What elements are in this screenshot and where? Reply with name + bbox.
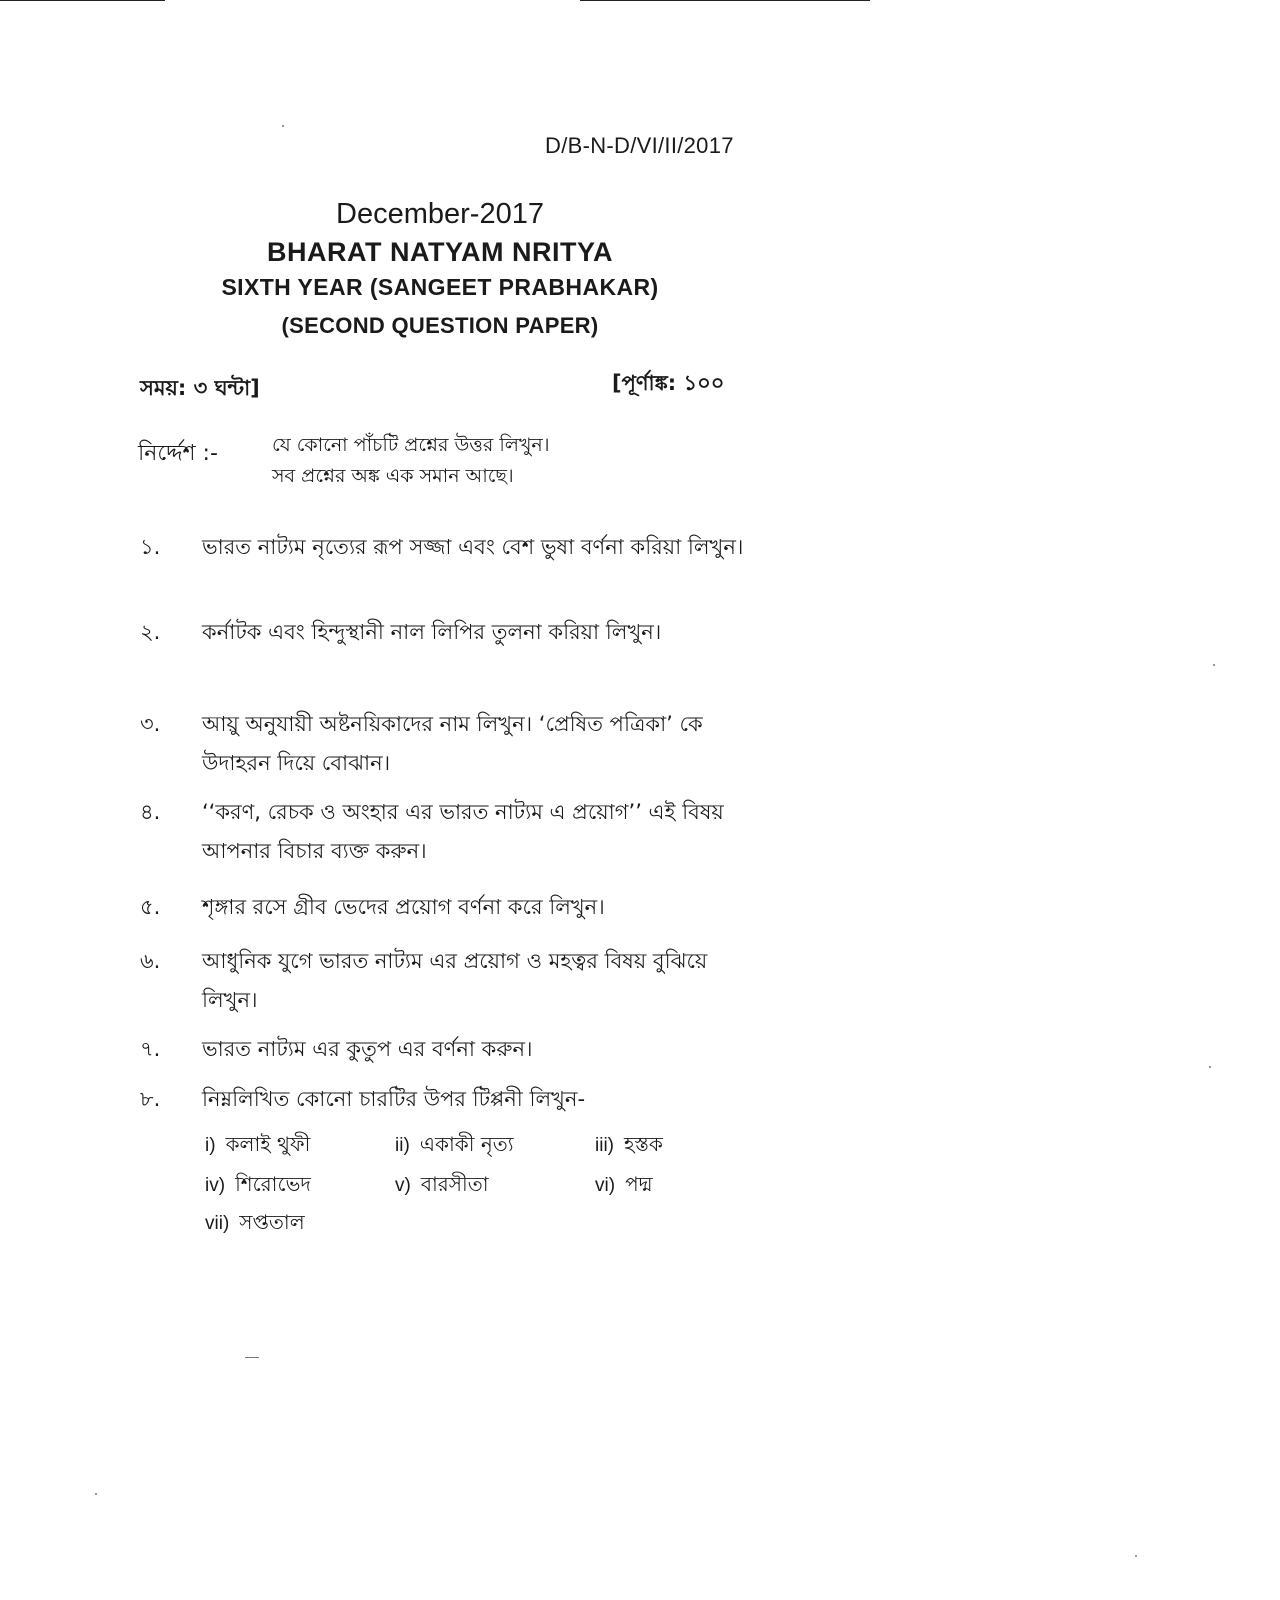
scan-speck [95, 1493, 97, 1495]
question-1 [140, 528, 760, 567]
question-number: ৩. [140, 712, 161, 736]
note-text: হস্তক [624, 1132, 663, 1156]
full-marks: [পূর্ণাঙ্ক: ১০০ [612, 371, 725, 395]
note-item [595, 1170, 653, 1203]
question-number: ৬. [140, 949, 161, 973]
question-number: ৭. [140, 1037, 161, 1061]
note-item [205, 1208, 305, 1241]
question-number: ৪. [140, 800, 161, 824]
question-text: আয়ু অনুযায়ী অষ্টনয়িকাদের নাম লিখুন। ‘প্রেষিত পত্রিকা’ কে উদাহরন দিয়ে বোঝান। [202, 712, 703, 775]
question-text: নিম্নলিখিত কোনো চারটির উপর টিপ্পনী লিখুন- [202, 1087, 586, 1111]
instruction-line: সব প্রশ্নের অঙ্ক এক সমান আছে। [272, 465, 514, 487]
question-number: ২. [140, 620, 161, 644]
paper-number: (SECOND QUESTION PAPER) [281, 313, 599, 338]
question-text: ‘‘করণ, রেচক ও অংহার এর ভারত নাট্যম এ প্রয়োগ’’ এই বিষয় আপনার বিচার ব্যক্ত করুন। [202, 800, 724, 863]
exam-month-year: December-2017 [336, 198, 544, 230]
question-text: শৃঙ্গার রসে গ্রীব ভেদের প্রয়োগ বর্ণনা করে লিখুন। [202, 895, 605, 919]
note-text: পদ্ম [625, 1172, 653, 1196]
note-numeral: vi) [595, 1175, 616, 1196]
note-item [395, 1170, 489, 1203]
question-5 [140, 888, 760, 927]
question-number: ৮. [140, 1087, 161, 1111]
scan-edge-line [0, 0, 165, 1]
paper-code: D/B-N-D/VI/II/2017 [545, 133, 734, 158]
course-year: SIXTH YEAR (SANGEET PRABHAKAR) [221, 274, 659, 300]
subject-title: BHARAT NATYAM NRITYA [266, 237, 613, 267]
instructions [272, 430, 550, 492]
note-item [595, 1130, 663, 1163]
time-allowed: সময়: ৩ ঘন্টা] [140, 376, 260, 400]
note-text: সপ্ততাল [239, 1210, 305, 1234]
scan-speck [1135, 1555, 1137, 1557]
note-text: একাকী নৃত্য [419, 1132, 514, 1156]
question-6 [140, 942, 760, 1020]
question-text: ভারত নাট্যম নৃত্যের রূপ সজ্জা এবং বেশ ভুষা বর্ণনা করিয়া লিখুন। [202, 535, 744, 559]
note-numeral: iii) [595, 1135, 614, 1156]
note-item [395, 1130, 514, 1163]
note-item [205, 1170, 311, 1203]
question-7 [140, 1030, 760, 1069]
scan-speck [1213, 664, 1215, 666]
note-numeral: vii) [205, 1213, 230, 1234]
question-2 [140, 613, 760, 652]
question-number: ৫. [140, 895, 161, 919]
scan-edge-line [580, 0, 870, 1]
question-text: ভারত নাট্যম এর কুতুপ এর বর্ণনা করুন। [202, 1037, 533, 1061]
scan-speck [245, 1357, 259, 1358]
note-numeral: v) [395, 1175, 411, 1196]
question-number: ১. [140, 535, 161, 559]
question-8 [140, 1080, 760, 1119]
scan-speck [1209, 1066, 1211, 1068]
instruction-label: নির্দ্দেশ :- [138, 441, 218, 466]
note-numeral: i) [205, 1135, 216, 1156]
note-text: শিরোভেদ [235, 1172, 311, 1196]
note-item [205, 1130, 310, 1163]
question-3 [140, 705, 760, 783]
note-text: কলাই থুফী [225, 1132, 311, 1156]
question-text: কর্নাটক এবং হিন্দুস্থানী নাল লিপির তুলনা করিয়া লিখুন। [202, 620, 662, 644]
question-4 [140, 793, 760, 871]
note-text: বারসীতা [420, 1172, 489, 1196]
question-text: আধুনিক যুগে ভারত নাট্যম এর প্রয়োগ ও মহত্বর বিষয় বুঝিয়ে লিখুন। [202, 949, 708, 1012]
instruction-line: যে কোনো পাঁচটি প্রশ্নের উত্তর লিখুন। [272, 434, 550, 456]
scan-speck [282, 125, 284, 127]
note-numeral: iv) [205, 1175, 226, 1196]
note-numeral: ii) [395, 1135, 410, 1156]
